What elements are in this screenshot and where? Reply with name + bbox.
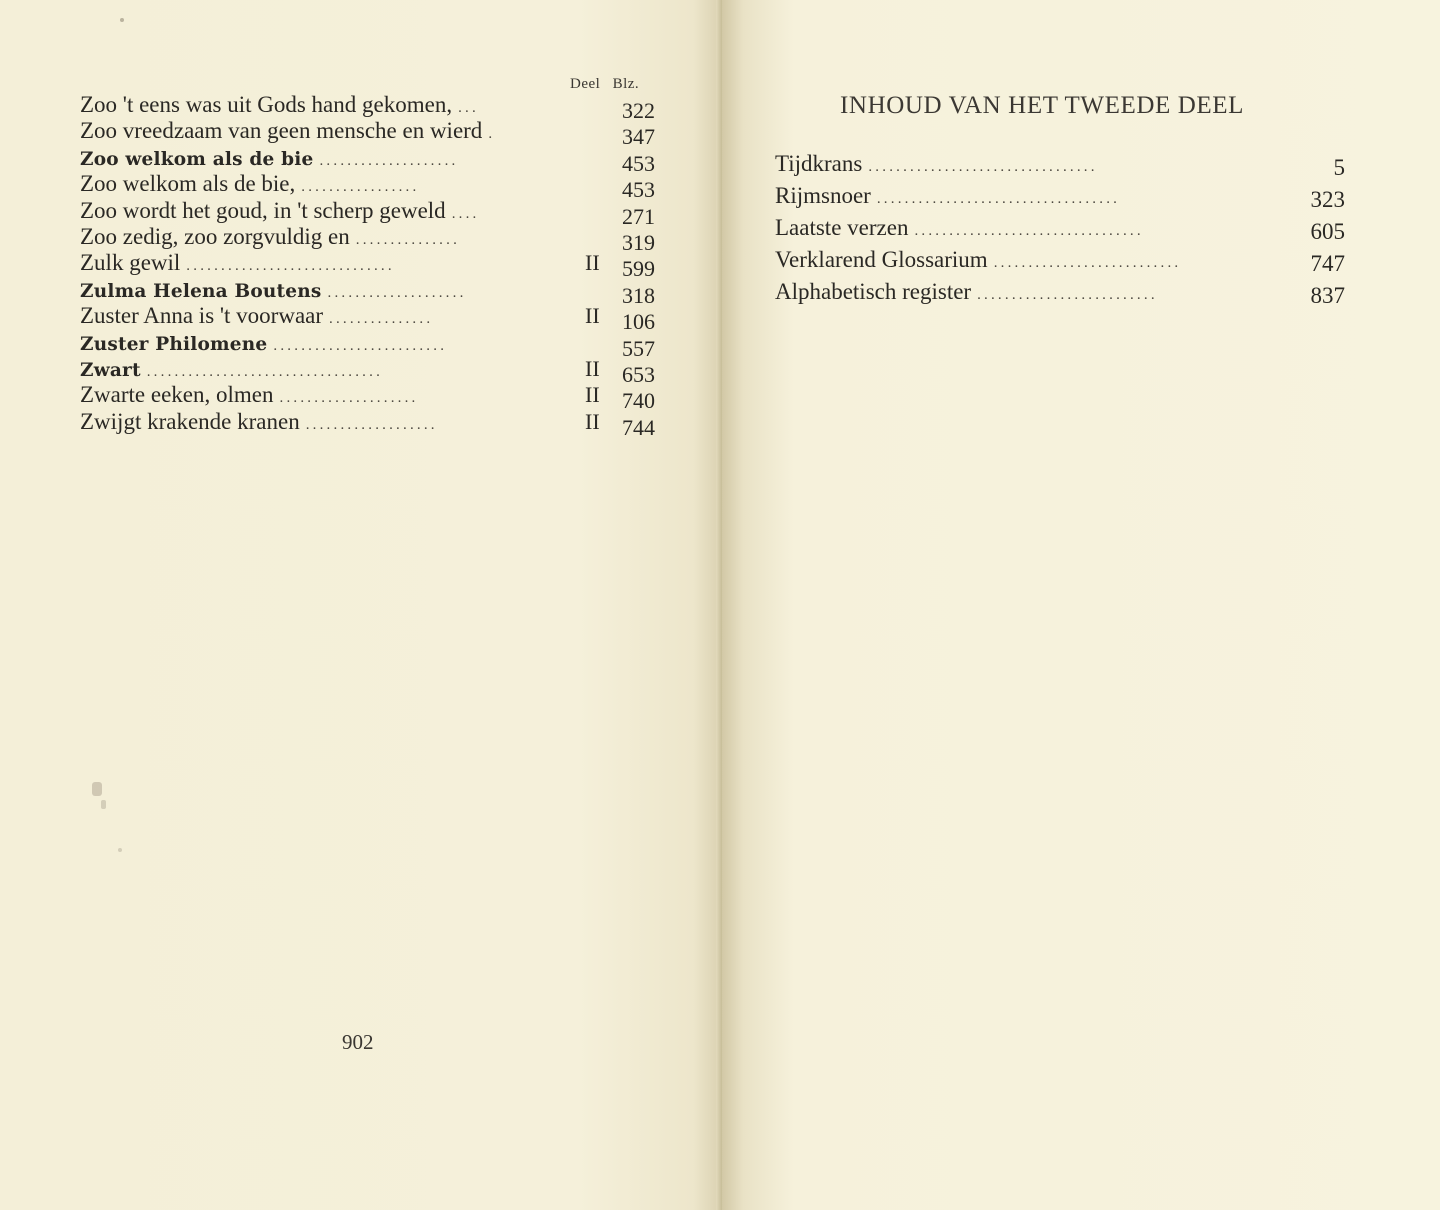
toc-entry-page: 747 <box>1310 251 1345 276</box>
leader-dots: .... <box>451 205 480 222</box>
entry-page: 106 <box>622 309 655 335</box>
page-number: 902 <box>342 1030 374 1054</box>
entry-page: 744 <box>622 414 655 440</box>
entry-page: 453 <box>622 177 655 203</box>
deel-header: Deel <box>570 76 601 92</box>
entry-page: 453 <box>622 150 655 176</box>
toc-entry-title: Laatste verzen <box>775 215 909 240</box>
leader-dots: ... <box>458 100 479 116</box>
entry-title: Zwijgt krakende kranen <box>80 408 300 434</box>
leader-dots: ................... <box>305 416 438 433</box>
entry-page: 318 <box>622 282 655 308</box>
entry-page: 322 <box>622 98 655 123</box>
toc-entry <box>775 244 1345 276</box>
index-entry <box>80 303 655 335</box>
index-entry <box>80 197 655 229</box>
entry-page: 557 <box>622 335 655 361</box>
entry-page: 599 <box>622 256 655 282</box>
entry-title: Zwart <box>80 359 141 381</box>
entry-deel: II <box>585 382 600 408</box>
index-entry <box>80 250 655 282</box>
index-entry <box>80 277 655 308</box>
index-entry <box>80 223 655 255</box>
entry-title: Zoo welkom als de bie, <box>80 171 296 197</box>
index-entry <box>80 118 655 150</box>
index-entry <box>80 355 655 387</box>
leader-dots: ................. <box>301 179 420 196</box>
paper-speck <box>101 800 106 809</box>
entry-title: Zoo zedig, zoo zorgvuldig en <box>80 223 350 249</box>
entry-page: 271 <box>622 203 655 229</box>
leader-dots: .................... <box>327 284 467 301</box>
index-entry <box>80 171 655 203</box>
paper-speck <box>118 848 122 852</box>
entry-title: Zulk gewil <box>80 250 181 276</box>
index-entry <box>80 382 655 414</box>
entry-title: Zoo vreedzaam van geen mensche en wierd <box>80 118 483 144</box>
leader-dots: ............... <box>355 231 461 248</box>
entry-title: Zoo wordt het goud, in 't scherp geweld <box>80 197 446 223</box>
toc-entry-page: 5 <box>1333 155 1345 180</box>
index-entry <box>80 408 655 440</box>
toc-entry-page: 605 <box>1310 219 1345 244</box>
toc-entry-page: 323 <box>1310 187 1345 212</box>
column-headers <box>570 76 647 93</box>
leader-dots: .............................. <box>186 258 395 275</box>
toc-entry-title: Rijmsnoer <box>775 183 871 208</box>
entry-deel: II <box>585 408 600 434</box>
leader-dots: .................................. <box>146 363 384 380</box>
toc-entry <box>775 148 1345 180</box>
entry-page: 319 <box>622 229 655 255</box>
toc-entry <box>775 212 1345 244</box>
index-entry <box>80 330 655 361</box>
paper-speck <box>120 18 124 22</box>
entry-page: 347 <box>622 124 655 150</box>
paper-speck <box>92 782 102 796</box>
leader-dots: .................... <box>279 390 419 407</box>
leader-dots: ......................... <box>273 337 448 354</box>
toc-title: INHOUD VAN HET TWEEDE DEEL <box>840 92 1244 119</box>
toc-list <box>775 148 1345 308</box>
leader-dots: ........................... <box>993 255 1182 271</box>
leader-dots: ................................... <box>876 191 1121 207</box>
entry-deel: II <box>585 355 600 381</box>
blz-header: Blz. <box>612 76 640 92</box>
entry-title: Zuster Philomene <box>80 333 268 355</box>
toc-entry <box>775 276 1345 308</box>
entry-page: 653 <box>622 361 655 387</box>
index-list <box>80 92 655 440</box>
entry-title: Zoo welkom als de bie <box>80 148 314 170</box>
leader-dots: .......................... <box>977 287 1158 303</box>
entry-page: 740 <box>622 388 655 414</box>
toc-entry <box>775 180 1345 212</box>
entry-title: Zulma Helena Boutens <box>80 280 322 302</box>
leader-dots: . <box>488 126 496 143</box>
entry-title: Zuster Anna is 't voorwaar <box>80 303 324 329</box>
toc-entry-title: Alphabetisch register <box>775 279 972 304</box>
toc-entry-page: 837 <box>1310 283 1345 308</box>
index-entry <box>80 145 655 176</box>
leader-dots: ............... <box>329 311 434 328</box>
toc-entry-title: Verklarend Glossarium <box>775 247 988 272</box>
toc-entry-title: Tijdkrans <box>775 151 863 176</box>
entry-title: Zwarte eeken, olmen <box>80 382 274 408</box>
leader-dots: .................... <box>319 152 459 169</box>
leader-dots: ................................. <box>914 223 1144 239</box>
show-through-text <box>612 440 702 1000</box>
entry-deel: II <box>585 250 600 276</box>
index-entry <box>80 92 655 123</box>
leader-dots: ................................. <box>868 159 1098 175</box>
entry-deel: II <box>585 303 600 329</box>
entry-title: Zoo 't eens was uit Gods hand gekomen, <box>80 92 453 117</box>
